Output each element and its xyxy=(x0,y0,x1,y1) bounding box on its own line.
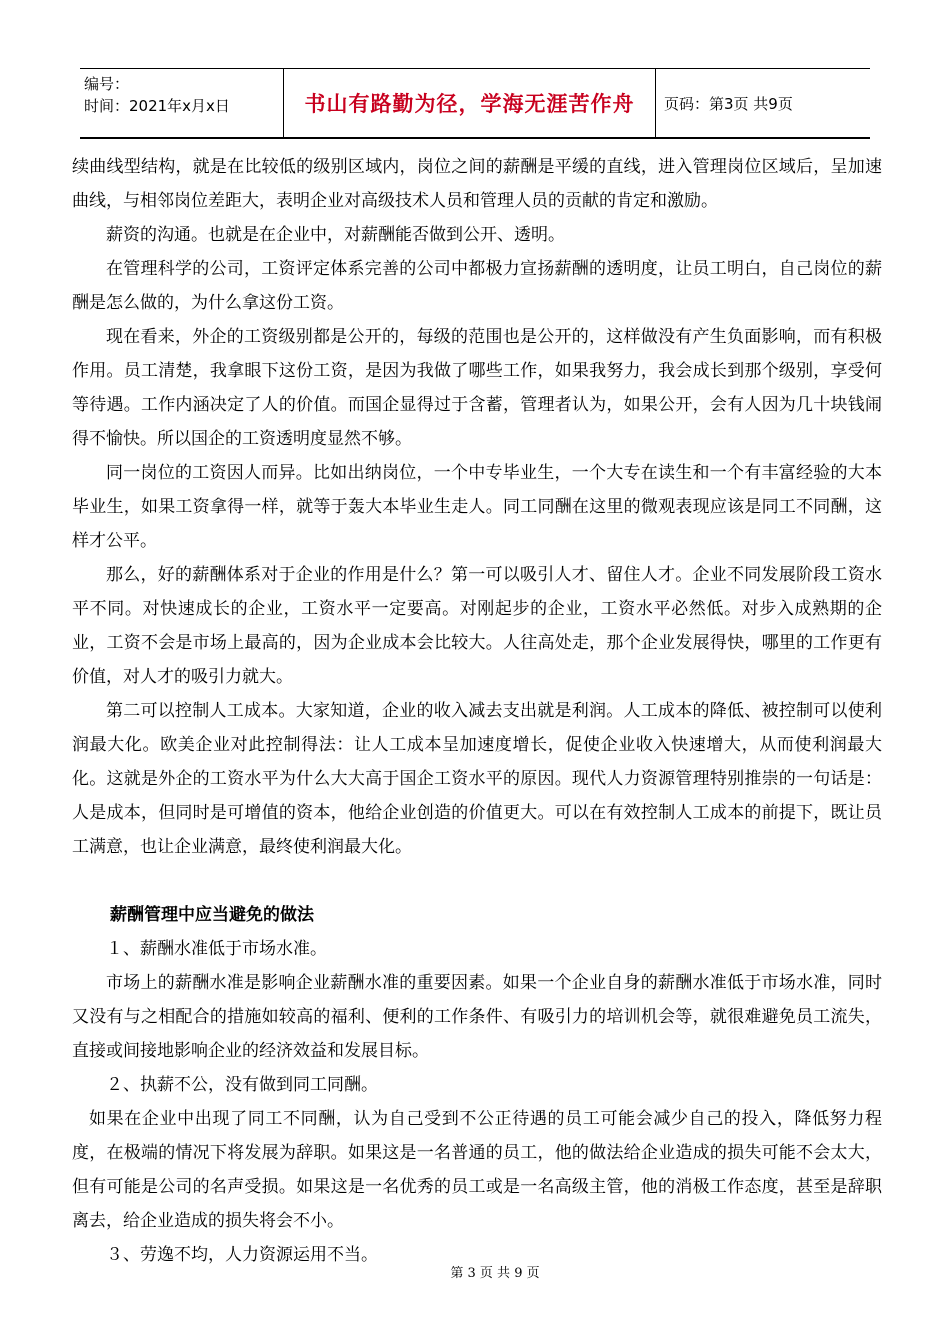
header-page-label: 页码：第3页 共9页 xyxy=(664,94,793,113)
body-paragraph: 现在看来，外企的工资级别都是公开的，每级的范围也是公开的，这样做没有产生负面影响，而有积极作用。员工清楚，我拿眼下这份工资，是因为我做了哪些工作，如果我努力，我会成长到那个级别，享受何等待遇。工作内涵决定了人的价值。而国企显得过于含蓄，管理者认为，如果公开，会有人因为几十块钱闹得不愉快。所以国企的工资透明度显然不够。 xyxy=(72,327,882,449)
document-body xyxy=(72,150,882,1272)
body-paragraph: 同一岗位的工资因人而异。比如出纳岗位，一个中专毕业生，一个大专在读生和一个有丰富经验的大本毕业生，如果工资拿得一样，就等于轰大本毕业生走人。同工同酬在这里的微观表现应该是同工不同酬，这样才公平。 xyxy=(72,463,882,551)
document-number-label: 编号： xyxy=(84,75,130,93)
section-heading: 薪酬管理中应当避免的做法 xyxy=(110,905,314,925)
header-meta xyxy=(80,69,284,137)
page-footer: 第 3 页 共 9 页 xyxy=(450,1266,540,1281)
header-motto: 书山有路勤为径，学海无涯苦作舟 xyxy=(284,69,656,137)
body-paragraph: 续曲线型结构，就是在比较低的级别区域内，岗位之间的薪酬是平缓的直线，进入管理岗位区域后，呈加速曲线，与相邻岗位差距大，表明企业对高级技术人员和管理人员的贡献的肯定和激励。 xyxy=(72,157,882,211)
body-paragraph: 薪资的沟通。也就是在企业中，对薪酬能否做到公开、透明。 xyxy=(106,225,565,245)
body-paragraph: 那么，好的薪酬体系对于企业的作用是什么？第一可以吸引人才、留住人才。企业不同发展阶段工资水平不同。对快速成长的企业，工资水平一定要高。对刚起步的企业，工资水平必然低。对步入成熟期的企业，工资不会是市场上最高的，因为企业成本会比较大。人往高处走，那个企业发展得快，哪里的工作更有价值，对人才的吸引力就大。 xyxy=(72,565,882,687)
body-paragraph: 在管理科学的公司，工资评定体系完善的公司中都极力宣扬薪酬的透明度，让员工明白，自己岗位的薪酬是怎么做的，为什么拿这份工资。 xyxy=(72,259,882,313)
list-item-heading: ２、执薪不公，没有做到同工同酬。 xyxy=(106,1075,378,1095)
list-item-heading: １、薪酬水准低于市场水准。 xyxy=(106,939,327,959)
body-paragraph: 市场上的薪酬水准是影响企业薪酬水准的重要因素。如果一个企业自身的薪酬水准低于市场水准，同时又没有与之相配合的措施如较高的福利、便利的工作条件、有吸引力的培训机会等，就很难避免员工流失，直接或间接地影响企业的经济效益和发展目标。 xyxy=(72,973,882,1061)
list-item-heading: ３、劳逸不均，人力资源运用不当。 xyxy=(106,1245,378,1265)
page-header xyxy=(80,68,870,139)
body-paragraph: 如果在企业中出现了同工不同酬，认为自己受到不公正待遇的员工可能会减少自己的投入，降低努力程度，在极端的情况下将发展为辞职。如果这是一名普通的员工，他的做法给企业造成的损失可能不会太大，但有可能是公司的名声受损。如果这是一名优秀的员工或是一名高级主管，他的消极工作态度，甚至是辞职离去，给企业造成的损失将会不小。 xyxy=(72,1109,882,1231)
document-date-label: 时间：2021年x月x日 xyxy=(84,97,230,115)
body-paragraph: 第二可以控制人工成本。大家知道，企业的收入减去支出就是利润。人工成本的降低、被控制可以使利润最大化。欧美企业对此控制得法：让人工成本呈加速度增长，促使企业收入快速增大，从而使利润最大化。这就是外企的工资水平为什么大大高于国企工资水平的原因。现代人力资源管理特别推崇的一句话是：人是成本，但同时是可增值的资本，他给企业创造的价值更大。可以在有效控制人工成本的前提下，既让员工满意，也让企业满意，最终使利润最大化。 xyxy=(72,701,882,857)
